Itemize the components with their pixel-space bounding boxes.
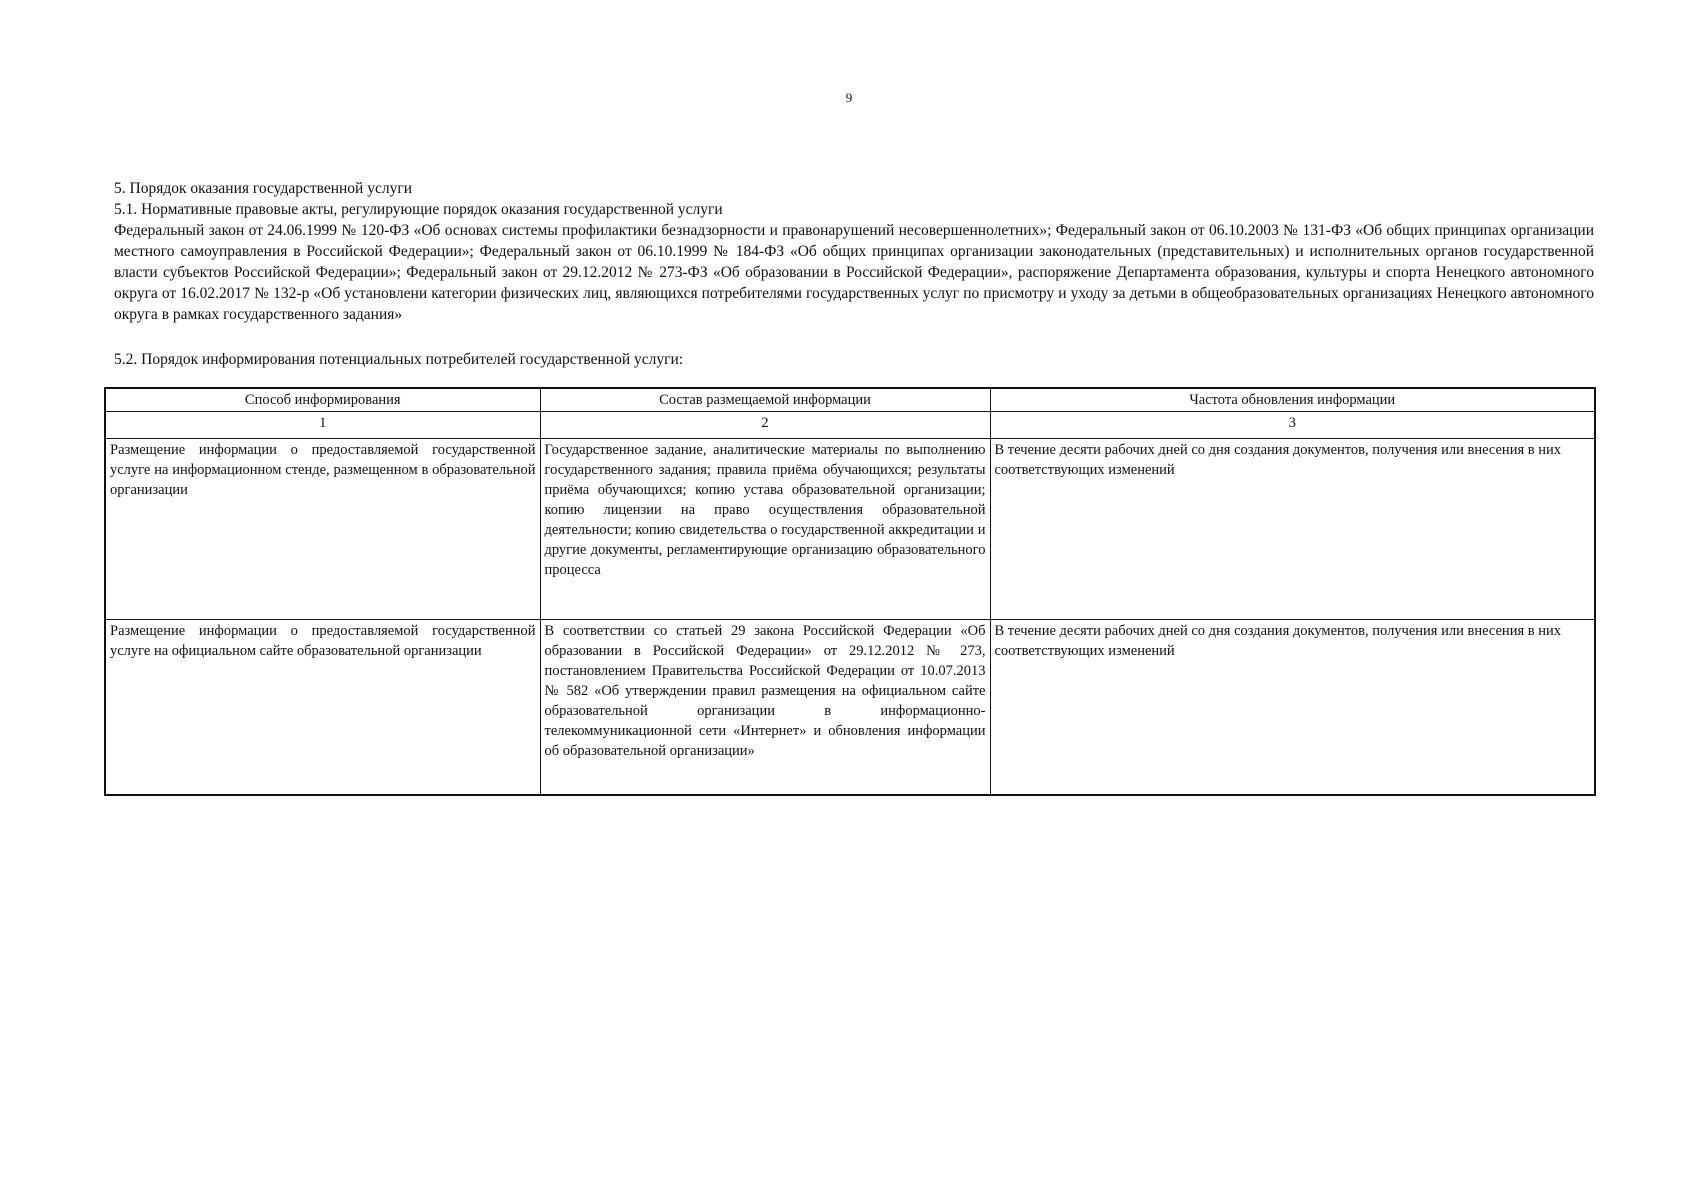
- document-body: [114, 178, 1594, 376]
- header-content: Состав размещаемой информации: [540, 388, 990, 412]
- page-number: 9: [845, 90, 853, 105]
- column-number-row: [105, 412, 1595, 439]
- table-row: [105, 620, 1595, 796]
- cell-frequency: В течение десяти рабочих дней со дня создания документов, получения или внесения в них соответствующих изменений: [990, 620, 1595, 796]
- header-method: Способ информирования: [105, 388, 540, 412]
- column-number: 2: [540, 412, 990, 439]
- cell-method: Размещение информации о предоставляемой государственной услуге на официальном сайте образовательной организации: [105, 620, 540, 796]
- column-number: 1: [105, 412, 540, 439]
- subsection-title: 5.1. Нормативные правовые акты, регулирующие порядок оказания государственной услуги: [114, 201, 723, 218]
- table-row: [105, 439, 1595, 620]
- column-number: 3: [990, 412, 1595, 439]
- informing-table: [104, 387, 1596, 796]
- cell-content: Государственное задание, аналитические материалы по выполнению государственного задания; правила приёма обучающихся; результаты приёма обучающихся; копию устава образовательной организации; копию лицензии на право осуществления образовательной деятельности; копию свидетельства о государственной аккредитации и другие документы, регламентирующие организацию образовательного процесса: [540, 439, 990, 620]
- informing-table-container: [104, 387, 1596, 796]
- cell-frequency: В течение десяти рабочих дней со дня создания документов, получения или внесения в них соответствующих изменений: [990, 439, 1595, 620]
- informing-title: 5.2. Порядок информирования потенциальных потребителей государственной услуги:: [114, 351, 684, 368]
- table-header-row: [105, 388, 1595, 412]
- section-title: 5. Порядок оказания государственной услуги: [114, 180, 412, 197]
- cell-content: В соответствии со статьей 29 закона Российской Федерации «Об образовании в Российской Федерации» от 29.12.2012 № 273, постановлением Правительства Российской Федерации от 10.07.2013 № 582 «Об утверждении правил размещения на официальном сайте образовательной организации в информационно-телекоммуникационной сети «Интернет» и обновления информации об образовательной организации»: [540, 620, 990, 796]
- cell-method: Размещение информации о предоставляемой государственной услуге на информационном стенде, размещенном в образовательной организации: [105, 439, 540, 620]
- legal-acts-text: Федеральный закон от 24.06.1999 № 120-ФЗ «Об основах системы профилактики безнадзорности и правонарушений несовершеннолетних»; Федеральный закон от 06.10.2003 № 131-ФЗ «Об общих принципах организации местного самоуправления в Российской Федерации»; Федеральный закон от 06.10.1999 № 184-ФЗ «Об общих принципах организации законодательных (представительных) и исполнительных органов государственной власти субъектов Российской Федерации»; Федеральный закон от 29.12.2012 № 273-ФЗ «Об образовании в Российской Федерации», распоряжение Департамента образования, культуры и спорта Ненецкого автономного округа от 16.02.2017 № 132-р «Об установлени категории физических лиц, являющихся потребителями государственных услуг по присмотру и уходу за детьми в общеобразовательных организациях Ненецкого автономного округа в рамках государственного задания»: [114, 222, 1594, 323]
- header-frequency: Частота обновления информации: [990, 388, 1595, 412]
